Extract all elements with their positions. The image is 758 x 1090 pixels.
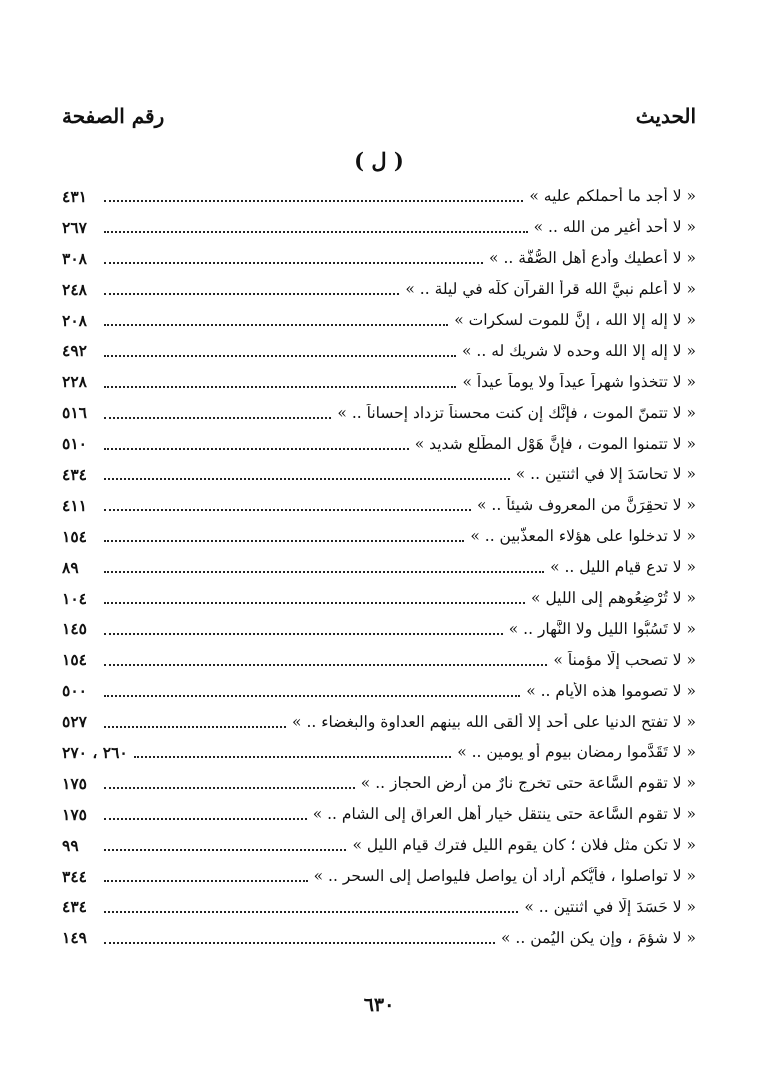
hadith-text: « لا تدخلوا على هؤلاء المعذَّبين .. » (470, 527, 696, 546)
hadith-text: « لا تكن مثل فلان ؛ كان يقوم الليل فترك قيام الليل » (352, 836, 696, 855)
entry-page-number: ٥٢٧ (62, 712, 87, 732)
entry-page-number: ٩٩ (62, 835, 79, 855)
hadith-text: « لا تفتح الدنيا على أحد إلا ألقى الله بينهم العداوة والبغضاء .. » (292, 712, 696, 731)
entry-page-number: ٤١١ (62, 495, 87, 515)
hadith-text: « لا تقوم السَّاعة حتى ينتقل خيار أهل العراق إلى الشام .. » (312, 805, 696, 824)
hadith-text: « لا تحقِرَنَّ من المعروف شيئاً .. » (477, 496, 696, 515)
index-entry (62, 397, 696, 428)
entry-page-number: ٤٣١ (62, 186, 87, 206)
index-entry (62, 768, 696, 799)
entry-page-number: ٢٦٠ ، ٢٧٠ (62, 742, 128, 762)
hadith-text: « لا تَسُبُّوا الليل ولا النَّهار .. » (508, 619, 696, 638)
hadith-text: « لا أجد ما أحملكم عليه » (529, 187, 696, 206)
hadith-text: « لا شؤمَ ، وإن يكن اليُمن .. » (501, 928, 696, 947)
hadith-column-heading: الحديث (635, 104, 696, 128)
dot-leader (104, 849, 346, 851)
dot-leader (134, 756, 451, 758)
dot-leader (104, 633, 503, 635)
index-entry (62, 274, 696, 305)
entry-page-number: ٨٩ (62, 557, 79, 577)
entry-page-number: ٥١٦ (62, 403, 87, 423)
entry-page-number: ٤٣٤ (62, 897, 87, 917)
dot-leader (104, 787, 355, 789)
index-entry (62, 212, 696, 243)
hadith-text: « لا إله إلا الله وحده لا شريك له .. » (462, 341, 696, 360)
entry-page-number: ٢٢٨ (62, 372, 87, 392)
dot-leader (104, 448, 409, 450)
dot-leader (104, 355, 456, 357)
entry-page-number: ١٥٤ (62, 526, 87, 546)
entry-page-number: ٥٠٠ (62, 681, 87, 701)
dot-leader (104, 509, 471, 511)
entry-page-number: ١٤٥ (62, 619, 87, 639)
dot-leader (104, 540, 464, 542)
dot-leader (104, 386, 456, 388)
index-entry (62, 891, 696, 922)
hadith-text: « لا تتمنّ الموت ، فإنَّك إن كنت محسناً تزداد إحساناً .. » (337, 403, 696, 422)
page-number-column-heading: رقم الصفحة (62, 104, 165, 128)
dot-leader (104, 726, 286, 728)
hadith-text: « لا تَقَدَّموا رمضان بيوم أو يومين .. » (457, 743, 696, 762)
hadith-text: « لا تتمنوا الموت ، فإنَّ هَوْل المطَّلع شديد » (414, 434, 696, 453)
entry-page-number: ٣٤٤ (62, 866, 87, 886)
hadith-text: « لا تصوموا هذه الأيام .. » (526, 681, 696, 700)
hadith-text: « لا تتخذوا شهراً عيداً ولا يوماً عيداً » (462, 372, 696, 391)
index-entry (62, 583, 696, 614)
hadith-text: « لا تواصلوا ، فأيُّكم أراد أن يواصل فليواصل إلى السحر .. » (313, 867, 696, 886)
dot-leader (104, 324, 448, 326)
index-entry (62, 675, 696, 706)
entry-page-number: ٥١٠ (62, 434, 87, 454)
dot-leader (104, 231, 528, 233)
index-entry (62, 305, 696, 336)
index-entry (62, 428, 696, 459)
hadith-text: « لا أعطيك وأدع أهل الصُّفَّة .. » (489, 249, 696, 268)
dot-leader (104, 911, 518, 913)
dot-leader (104, 880, 308, 882)
dot-leader (104, 695, 520, 697)
dot-leader (104, 571, 544, 573)
index-entry (62, 613, 696, 644)
entry-page-number: ٢٦٧ (62, 217, 87, 237)
index-entry (62, 243, 696, 274)
dot-leader (104, 200, 523, 202)
index-entry (62, 861, 696, 892)
dot-leader (104, 262, 483, 264)
entry-page-number: ١٥٤ (62, 650, 87, 670)
entry-page-number: ٤٩٢ (62, 341, 87, 361)
index-entry (62, 490, 696, 521)
index-entry (62, 799, 696, 830)
section-letter: ( ل ) (354, 148, 404, 173)
hadith-text: « لا تدع قيام الليل .. » (550, 558, 696, 577)
dot-leader (104, 293, 399, 295)
hadith-text: « لا أعلم نبيَّ الله قرأ القرآن كلَّه في ليلة .. » (405, 280, 696, 299)
entry-page-number: ١٧٥ (62, 804, 87, 824)
index-entry (62, 644, 696, 675)
dot-leader (104, 818, 307, 820)
entry-page-number: ١٧٥ (62, 773, 87, 793)
dot-leader (104, 417, 331, 419)
index-entry (62, 922, 696, 953)
index-entry (62, 181, 696, 212)
index-entry (62, 335, 696, 366)
entry-page-number: ١٠٤ (62, 588, 87, 608)
hadith-text: « لا تُرْضِعُوهم إلى الليل » (531, 589, 696, 608)
hadith-text: « لا إله إلا الله ، إنَّ للموت لسكرات » (454, 311, 696, 329)
hadith-text: « لا حَسَدَ إلَّا في اثنتين .. » (524, 897, 696, 916)
dot-leader (104, 942, 495, 944)
index-entry (62, 521, 696, 552)
index-entry (62, 737, 696, 768)
index-entry (62, 552, 696, 583)
page-number: ٦٣٠ (363, 994, 395, 1016)
index-entry (62, 706, 696, 737)
index-entry (62, 366, 696, 397)
dot-leader (104, 478, 510, 480)
hadith-text: « لا أحد أغير من الله .. » (533, 218, 696, 237)
index-entries-list (62, 181, 696, 953)
index-header (62, 96, 696, 136)
dot-leader (104, 664, 547, 666)
entry-page-number: ١٤٩ (62, 928, 87, 948)
entry-page-number: ٢٤٨ (62, 279, 87, 299)
index-entry (62, 830, 696, 861)
hadith-text: « لا تحاسَدَ إلا في اثنتين .. » (515, 465, 696, 484)
entry-page-number: ٤٣٤ (62, 464, 87, 484)
hadith-text: « لا تقوم السَّاعة حتى تخرج نارٌ من أرض الحجاز .. » (360, 774, 696, 793)
entry-page-number: ٣٠٨ (62, 248, 87, 268)
hadith-text: « لا تصحب إلَّا مؤمناً » (553, 650, 696, 669)
entry-page-number: ٢٠٨ (62, 310, 87, 330)
dot-leader (104, 602, 525, 604)
index-entry (62, 459, 696, 490)
